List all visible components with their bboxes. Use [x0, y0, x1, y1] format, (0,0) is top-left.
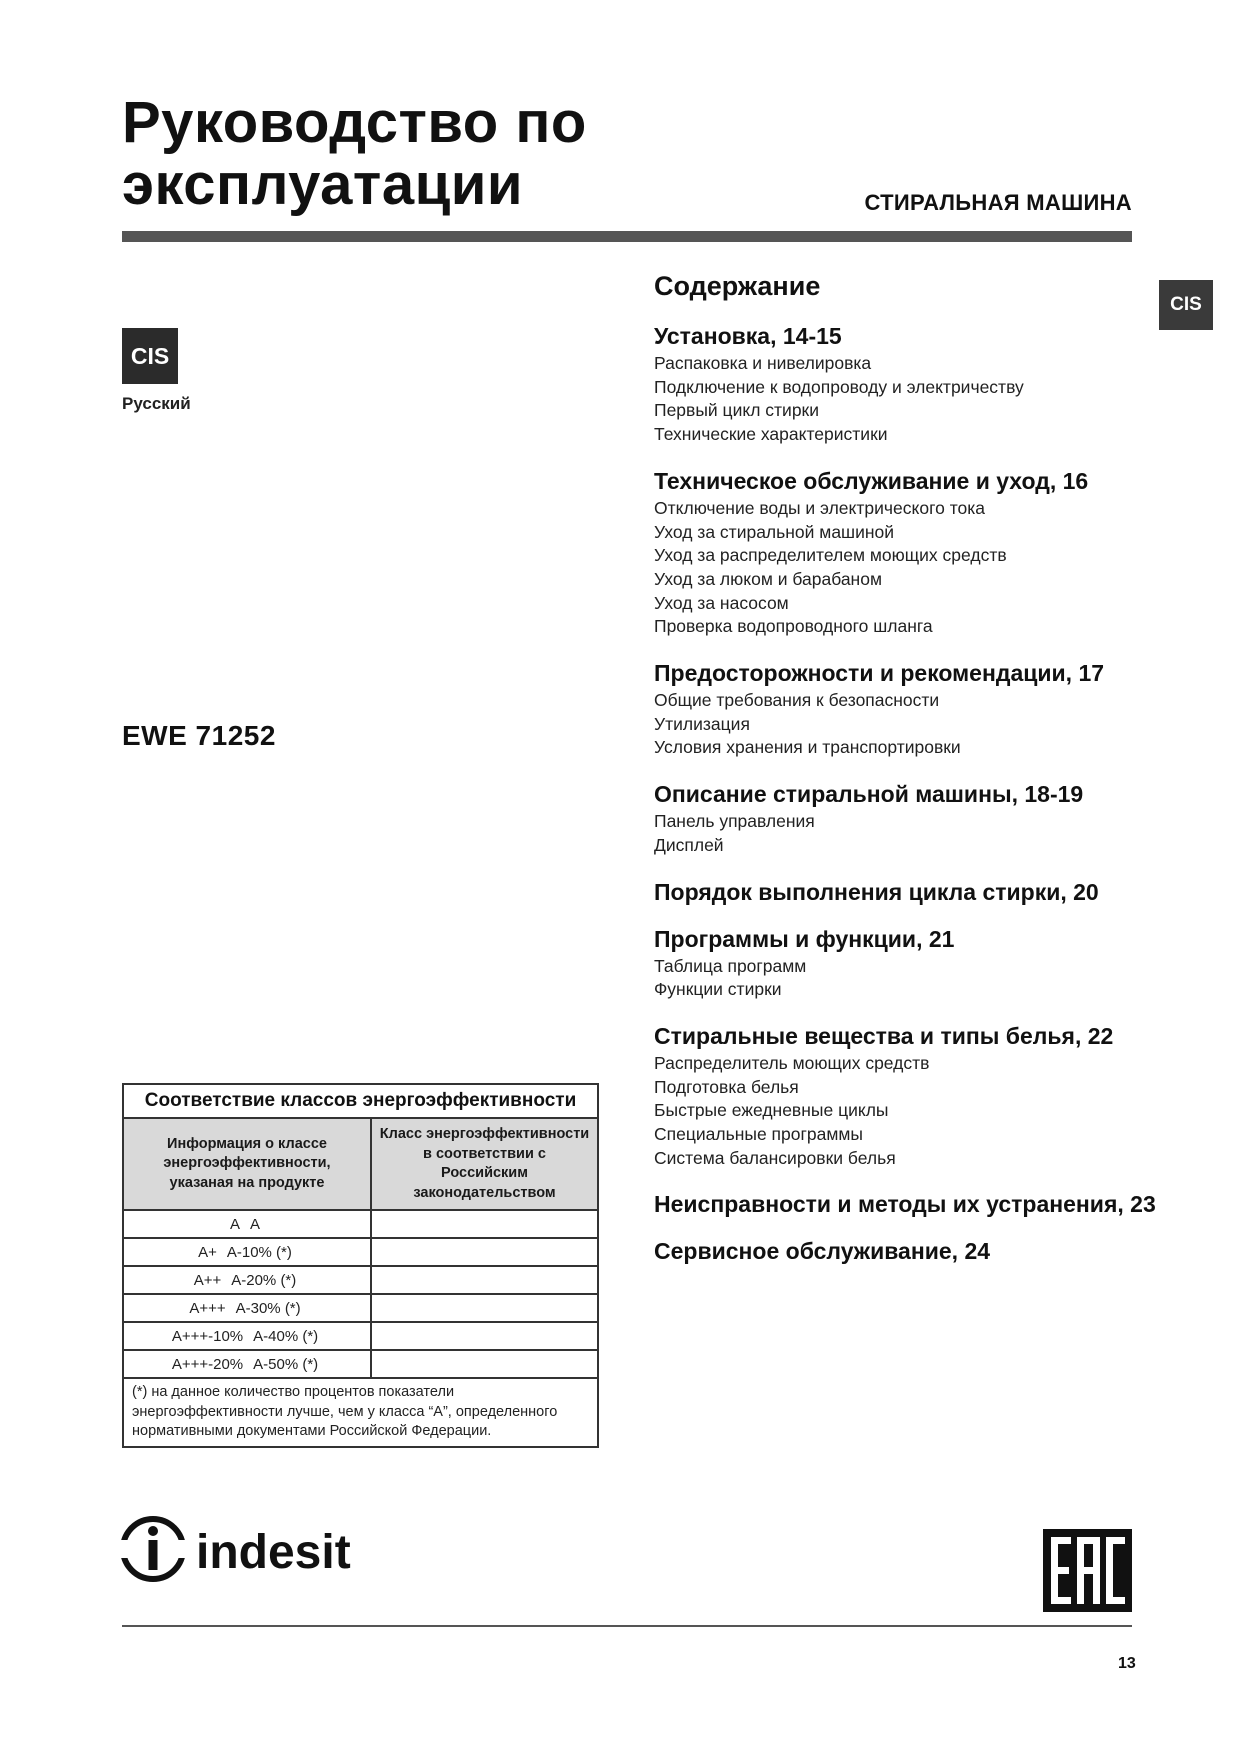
toc-item[interactable]: Уход за насосом	[654, 592, 789, 613]
toc-section	[654, 1192, 1174, 1217]
table-row	[123, 1266, 598, 1294]
empty-cell	[371, 1350, 598, 1378]
toc-item[interactable]: Распаковка и нивелировка	[654, 353, 872, 373]
empty-cell	[371, 1266, 598, 1294]
title-line-2: эксплуатации	[122, 152, 524, 217]
toc-heading[interactable]: Сервисное обслуживание, 24	[654, 1238, 991, 1265]
russian-class: A	[250, 1215, 261, 1233]
energy-class-table	[122, 1083, 599, 1448]
product-class: A+++	[189, 1299, 226, 1317]
russian-class: A-10% (*)	[226, 1243, 292, 1261]
toc-section	[654, 324, 1174, 447]
toc-item[interactable]: Проверка водопроводного шланга	[654, 616, 933, 637]
product-type: СТИРАЛЬНАЯ МАШИНА	[864, 190, 1132, 215]
russian-class: A-20% (*)	[231, 1271, 297, 1289]
model-number: EWE 71252	[122, 720, 276, 751]
table-row	[123, 1322, 598, 1350]
toc-heading[interactable]: Описание стиральной машины, 18-19	[654, 781, 1084, 808]
toc-heading[interactable]: Стиральные вещества и типы белья, 22	[654, 1022, 1114, 1049]
energy-class-cell	[123, 1322, 371, 1350]
toc-item[interactable]: Быстрые ежедневные циклы	[654, 1100, 889, 1121]
toc-item[interactable]: Первый цикл стирки	[654, 400, 819, 421]
table-of-contents	[654, 270, 1174, 1286]
empty-cell	[371, 1322, 598, 1350]
toc-section	[654, 927, 1174, 1002]
cis-side-tab: CIS	[1159, 280, 1213, 330]
table-row	[123, 1350, 598, 1378]
toc-section	[654, 1024, 1174, 1171]
toc-heading[interactable]: Программы и функции, 21	[654, 925, 955, 952]
energy-table-col1-header: Информация о классе энергоэффективности, указаная на продукте	[123, 1118, 371, 1210]
empty-cell	[371, 1294, 598, 1322]
toc-heading[interactable]: Установка, 14-15	[654, 323, 842, 349]
empty-cell	[371, 1238, 598, 1266]
toc-sections	[654, 324, 1174, 1264]
eac-mark	[1043, 1529, 1132, 1612]
toc-item[interactable]: Функции стирки	[654, 979, 782, 1000]
page-number: 13	[1118, 1655, 1136, 1672]
table-row	[123, 1238, 598, 1266]
toc-item[interactable]: Общие требования к безопасности	[654, 690, 940, 711]
russian-class: A-50% (*)	[253, 1355, 319, 1373]
toc-item[interactable]: Уход за стиральной машиной	[654, 521, 895, 542]
product-class: A+	[198, 1243, 217, 1261]
product-class: A+++-20%	[171, 1355, 244, 1373]
cis-badge: CIS	[122, 328, 178, 384]
toc-item[interactable]: Панель управления	[654, 811, 815, 832]
toc-item[interactable]: Подготовка белья	[654, 1076, 799, 1097]
energy-table-col2-header: Класс энергоэффективности в соответствии с Российским законодательством	[371, 1118, 598, 1210]
toc-item[interactable]: Система балансировки белья	[654, 1147, 896, 1168]
toc-item[interactable]: Дисплей	[654, 834, 724, 855]
energy-table-rows	[123, 1210, 598, 1378]
energy-class-cell	[123, 1350, 371, 1378]
title-line-1: Руководство по	[122, 90, 587, 155]
toc-heading[interactable]: Порядок выполнения цикла стирки, 20	[654, 878, 1099, 905]
toc-section	[654, 469, 1174, 639]
toc-item[interactable]: Отключение воды и электрического тока	[654, 497, 986, 518]
toc-section	[654, 1239, 1174, 1264]
toc-item[interactable]: Уход за распределителем моющих средств	[654, 545, 1007, 566]
toc-section	[654, 880, 1174, 905]
toc-section	[654, 661, 1174, 760]
empty-cell	[371, 1210, 598, 1238]
header-divider	[122, 231, 1132, 242]
energy-class-cell	[123, 1210, 371, 1238]
brand-wordmark: indesit	[196, 1526, 351, 1579]
toc-item[interactable]: Условия хранения и транспортировки	[654, 737, 961, 758]
table-row	[123, 1294, 598, 1322]
russian-class: A-40% (*)	[253, 1327, 319, 1345]
toc-title: Содержание	[654, 271, 821, 301]
indesit-logo	[120, 1513, 405, 1585]
toc-heading[interactable]: Неисправности и методы их устранения, 23	[654, 1191, 1156, 1218]
product-class: A+++-10%	[171, 1327, 244, 1345]
toc-item[interactable]: Подключение к водопроводу и электричеству	[654, 376, 1024, 397]
toc-heading[interactable]: Техническое обслуживание и уход, 16	[654, 467, 1089, 494]
energy-class-cell	[123, 1266, 371, 1294]
toc-section	[654, 782, 1174, 857]
russian-class: A-30% (*)	[235, 1299, 301, 1317]
toc-item[interactable]: Распределитель моющих средств	[654, 1052, 930, 1073]
toc-item[interactable]: Утилизация	[654, 713, 750, 734]
product-class: A	[229, 1215, 240, 1233]
toc-item[interactable]: Технические характеристики	[654, 424, 888, 445]
energy-table-title: Соответствие классов энергоэффективности	[123, 1084, 598, 1118]
toc-heading[interactable]: Предосторожности и рекомендации, 17	[654, 660, 1105, 687]
page-title	[122, 92, 587, 216]
energy-table-footnote: (*) на данное количество процентов показатели энергоэффективности лучше, чем у класса “A”, определенного нормативными документами Российской Федерации.	[123, 1378, 598, 1447]
footer-divider	[122, 1625, 1132, 1627]
language-label: Русский	[122, 394, 191, 413]
toc-item[interactable]: Специальные программы	[654, 1124, 863, 1145]
energy-class-cell	[123, 1238, 371, 1266]
toc-item[interactable]: Уход за люком и барабаном	[654, 568, 882, 589]
product-class: A++	[193, 1271, 222, 1289]
table-row	[123, 1210, 598, 1238]
toc-item[interactable]: Таблица программ	[654, 955, 807, 976]
energy-class-cell	[123, 1294, 371, 1322]
